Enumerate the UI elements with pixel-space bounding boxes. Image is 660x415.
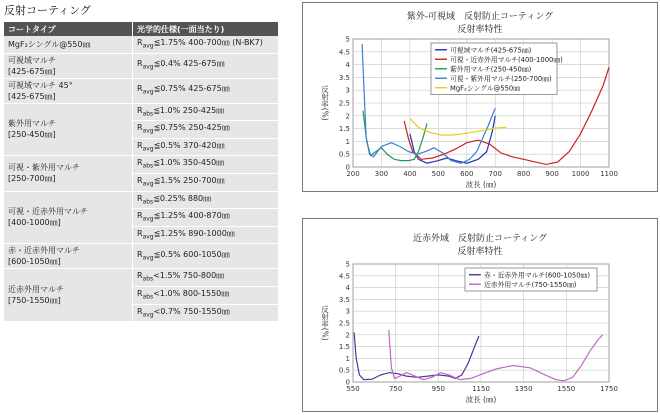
coat-type-cell	[4, 156, 133, 191]
coating-spec-table	[4, 22, 278, 322]
x-tick-label: 300	[374, 170, 389, 178]
uv-vis-chart	[303, 3, 657, 191]
y-tick-label: 0.5	[338, 150, 350, 159]
coat-type-cell	[4, 78, 133, 103]
legend-label: 可視・紫外用マルチ(250-700㎚)	[450, 74, 552, 83]
y-axis-label: 反射率(%)	[320, 305, 330, 341]
legend-label: MgF₂シングル@550㎚	[450, 84, 521, 93]
spec-value: ≦0.75% 425-675㎚	[153, 84, 230, 94]
table-row	[4, 156, 278, 174]
coat-type-text: 可視・近赤外用マルチ	[8, 207, 88, 217]
spec-cell	[133, 138, 279, 156]
y-tick-label: 4	[345, 284, 350, 293]
spec-cell	[133, 209, 279, 227]
spec-symbol: R	[137, 306, 143, 316]
spec-symbol: R	[137, 211, 143, 221]
y-tick-label: 1.5	[338, 343, 350, 352]
coat-type-cell	[4, 103, 133, 156]
y-tick-label: 3	[345, 307, 350, 316]
x-tick-label: 950	[431, 385, 446, 393]
spec-symbol-subscript: avg	[142, 254, 154, 262]
y-tick-label: 2.5	[338, 319, 350, 328]
y-tick-label: 3.5	[338, 73, 350, 82]
spec-value: <0.7% 750-1550㎚	[153, 306, 230, 316]
x-axis-label: 波長 (㎚)	[465, 180, 497, 189]
y-tick-label: 5	[345, 35, 350, 44]
spec-symbol: R	[137, 271, 143, 281]
coat-type-text: [250-700㎚]	[8, 174, 56, 184]
coat-type-cell	[4, 244, 133, 269]
coat-type-cell	[4, 53, 133, 78]
spec-symbol-subscript: avg	[142, 42, 154, 50]
spec-symbol: R	[137, 84, 143, 94]
coat-type-text: 赤・近赤外用マルチ	[8, 246, 80, 256]
table-row	[4, 36, 278, 53]
spec-symbol: R	[137, 123, 143, 133]
coat-type-text: [400-1000㎚]	[8, 218, 61, 228]
spec-symbol-subscript: avg	[142, 233, 154, 241]
uv-vis-chart-subtitle: 反射率特性	[457, 25, 503, 35]
spec-symbol-subscript: avg	[142, 180, 154, 188]
spec-value: ≦1.0% 250-425㎚	[153, 105, 225, 115]
spec-cell	[133, 286, 279, 304]
spec-value: ≦0.5% 600-1050㎚	[153, 250, 230, 260]
spec-symbol: R	[137, 38, 143, 47]
header-optical-spec: 光学的仕様(一面当たり)	[133, 22, 279, 36]
table-header-row	[4, 22, 278, 36]
spec-symbol: R	[137, 158, 143, 168]
spec-symbol-subscript: avg	[142, 63, 154, 71]
table-row	[4, 191, 278, 209]
y-tick-label: 5	[345, 260, 350, 269]
legend-label: 可視・近赤外用マルチ(400-1000㎚)	[450, 55, 563, 64]
spec-cell	[133, 36, 279, 53]
x-tick-label: 1150	[472, 385, 490, 393]
x-tick-label: 1350	[514, 385, 533, 393]
spec-value: ≦1.5% 250-700㎚	[153, 175, 225, 185]
spec-value: ≦1.25% 400-870㎚	[153, 211, 230, 221]
x-tick-label: 700	[488, 170, 502, 178]
y-tick-label: 0	[345, 378, 350, 387]
legend-label: 紫外用マルチ(250-450㎚)	[450, 65, 532, 74]
uv-vis-chart-panel	[302, 2, 658, 192]
y-tick-label: 4.5	[338, 272, 350, 281]
coat-type-text: [250-450㎚]	[8, 130, 56, 140]
y-tick-label: 1.5	[338, 125, 350, 134]
spec-symbol-subscript: abs	[142, 293, 154, 301]
y-tick-label: 2	[345, 331, 350, 340]
y-tick-label: 1	[345, 354, 350, 363]
y-tick-label: 3.5	[338, 295, 350, 304]
coat-type-text: [750-1550㎚]	[8, 296, 61, 306]
spec-symbol-subscript: abs	[142, 198, 154, 206]
spec-cell	[133, 78, 279, 103]
spec-symbol: R	[137, 193, 143, 203]
y-tick-label: 2	[345, 112, 350, 121]
x-tick-label: 1100	[600, 170, 618, 178]
spec-symbol-subscript: avg	[142, 215, 154, 223]
x-tick-label: 600	[460, 170, 474, 178]
table-row	[4, 78, 278, 103]
y-tick-label: 3	[345, 86, 350, 95]
spec-cell	[133, 173, 279, 191]
spec-cell	[133, 304, 279, 322]
legend-label: 近赤外用マルチ(750-1550㎚)	[484, 280, 577, 289]
legend-label: 可視域マルチ(425-675㎚)	[450, 46, 532, 55]
coat-type-text: 可視域マルチ	[8, 55, 56, 65]
coat-type-text: [425-675㎚]	[8, 91, 56, 101]
x-tick-label: 500	[431, 170, 446, 178]
spec-cell	[133, 103, 279, 121]
spec-cell	[133, 53, 279, 78]
x-axis-label: 波長 (㎚)	[465, 395, 497, 404]
y-tick-label: 1	[345, 137, 350, 146]
coat-type-text: 可視域マルチ 45°	[8, 80, 73, 90]
table-row	[4, 244, 278, 269]
table-row	[4, 53, 278, 78]
coat-type-text: 可視・紫外用マルチ	[8, 163, 80, 173]
coat-type-cell	[4, 269, 133, 322]
x-tick-label: 1000	[571, 170, 590, 178]
spec-symbol-subscript: abs	[142, 275, 154, 283]
coat-type-text: 紫外用マルチ	[8, 119, 56, 129]
x-tick-label: 800	[516, 170, 531, 178]
spec-symbol-subscript: abs	[142, 162, 154, 170]
spec-cell	[133, 121, 279, 139]
spec-symbol: R	[137, 105, 143, 115]
spec-cell	[133, 226, 279, 244]
y-tick-label: 4.5	[338, 48, 350, 57]
spec-symbol: R	[137, 250, 143, 260]
coat-type-cell	[4, 191, 133, 244]
spec-cell	[133, 244, 279, 269]
x-tick-label: 900	[545, 170, 559, 178]
spec-symbol: R	[137, 59, 143, 69]
spec-symbol-subscript: avg	[142, 88, 154, 96]
y-tick-label: 4	[345, 61, 350, 70]
coat-type-text: [600-1050㎚]	[8, 257, 61, 267]
table-row	[4, 269, 278, 287]
uv-vis-chart-title: 紫外-可視域 反射防止コーティング	[406, 12, 554, 22]
spec-value: ≦1.25% 890-1000㎚	[153, 228, 235, 238]
spec-value: ≦0.4% 425-675㎚	[153, 59, 225, 69]
spec-cell	[133, 156, 279, 174]
x-tick-label: 750	[388, 385, 403, 393]
spec-cell	[133, 269, 279, 287]
spec-value: ≦1.75% 400-700㎚ (N-BK7)	[153, 38, 263, 47]
spec-value: ≦1.0% 350-450㎚	[153, 158, 225, 168]
coat-type-text: [425-675㎚]	[8, 66, 56, 76]
spec-symbol-subscript: avg	[142, 311, 154, 319]
page-title: 反射コーティング	[4, 4, 91, 17]
coat-type-text: 近赤外用マルチ	[8, 285, 64, 295]
spec-symbol: R	[137, 175, 143, 185]
spec-symbol: R	[137, 140, 143, 150]
spec-value: ≦0.5% 370-420㎚	[153, 140, 225, 150]
spec-symbol: R	[137, 288, 143, 298]
y-tick-label: 0	[345, 163, 350, 172]
spec-symbol-subscript: avg	[142, 127, 154, 135]
nir-chart-panel	[302, 218, 658, 412]
coat-type-cell	[4, 36, 133, 53]
nir-chart-title: 近赤外域 反射防止コーティング	[412, 234, 548, 244]
spec-value: <1.0% 800-1550㎚	[153, 288, 230, 298]
x-tick-label: 1750	[600, 385, 618, 393]
x-tick-label: 1550	[557, 385, 576, 393]
y-tick-label: 2.5	[338, 99, 350, 108]
spec-value: ≦0.25% 880㎚	[153, 193, 212, 203]
spec-value: <1.5% 750-800㎚	[153, 271, 225, 281]
header-coat-type: コートタイプ	[4, 22, 133, 36]
spec-symbol-subscript: abs	[142, 110, 154, 118]
table-row	[4, 103, 278, 121]
y-axis-label: 反射率(%)	[320, 85, 330, 121]
spec-symbol: R	[137, 228, 143, 238]
x-tick-label: 400	[403, 170, 417, 178]
nir-chart	[303, 219, 657, 411]
spec-cell	[133, 191, 279, 209]
legend-label: 赤・近赤外用マルチ(600-1050㎚)	[484, 271, 590, 280]
x-tick-label: 550	[346, 385, 360, 393]
spec-value: ≦0.75% 250-425㎚	[153, 123, 230, 133]
nir-chart-subtitle: 反射率特性	[457, 247, 503, 257]
spec-symbol-subscript: avg	[142, 145, 154, 153]
y-tick-label: 0.5	[338, 366, 350, 375]
x-tick-label: 200	[346, 170, 360, 178]
coat-type-text: MgF₂シングル@550㎚	[8, 39, 91, 49]
